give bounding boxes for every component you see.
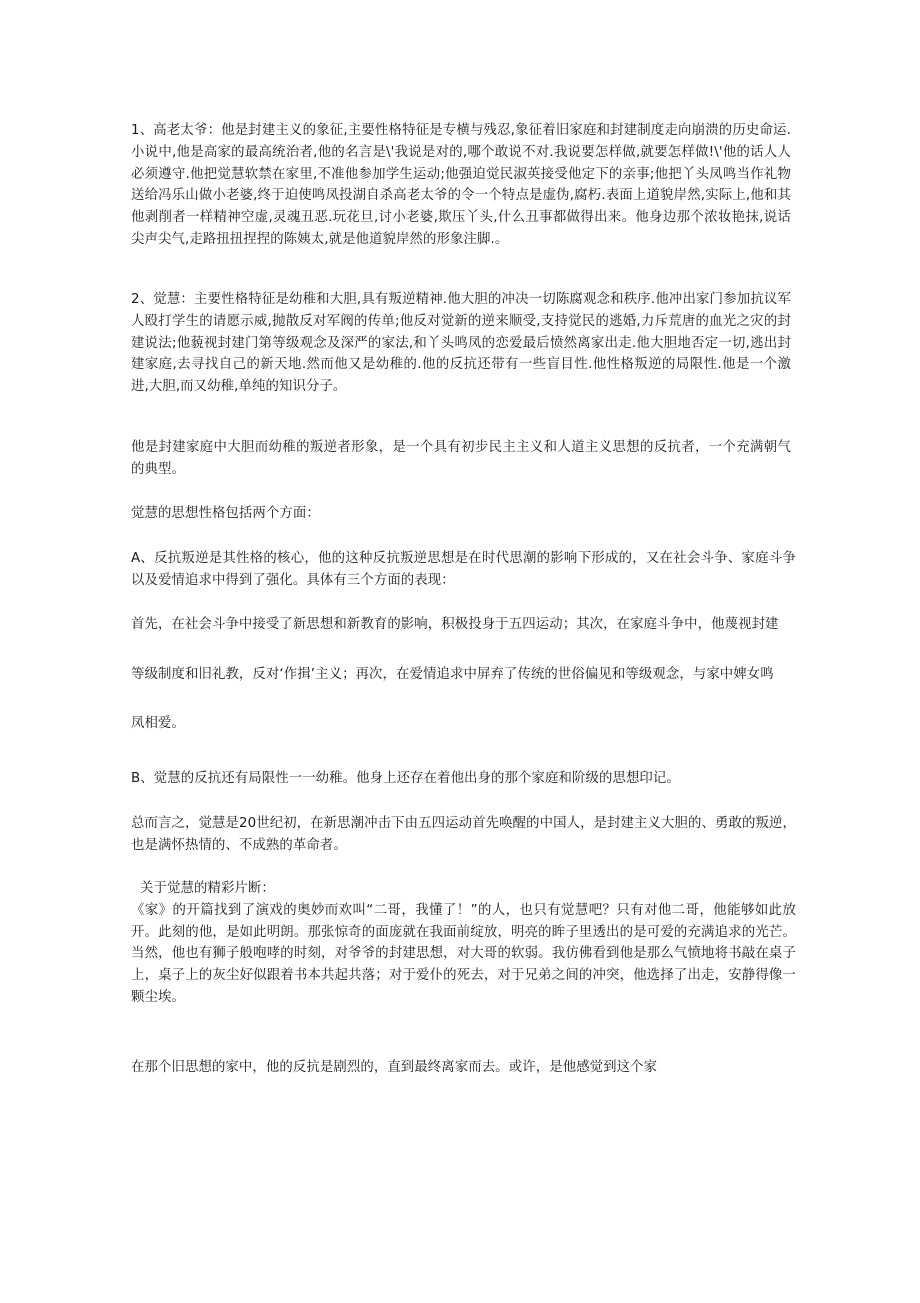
paragraph-aspect-a: A、反抗叛逆是其性格的核心，他的这种反抗叛逆思想是在时代思潮的影响下形成的，又在社会斗争、家庭斗争以及爱情追求中得到了强化。具体有三个方面的表现： xyxy=(131,551,796,588)
paragraph-aspect-a-detail-line-1: 首先，在社会斗争中接受了新思想和新教育的影响，积极投身于五四运动；其次，在家庭斗争中，他蔑视封建 xyxy=(131,617,779,632)
paragraph-two-aspects-heading: 觉慧的思想性格包括两个方面： xyxy=(131,506,320,521)
excerpt-body: 《家》的开篇找到了演戏的奥妙而欢叫“二哥，我懂了！”的人，也只有觉慧吧？只有对他二哥，他能够如此放开。此刻的他，是如此明朗。那张惊奇的面庞就在我面前绽放，明亮的眸子里透出的是可爱的充满追求的光芒。当然，他也有狮子般咆哮的时刻，对爷爷的封建思想，对大哥的软弱。我仿佛看到他是那么气愤地将书敲在桌子上，桌子上的灰尘好似跟着书本共起共落；对于爱仆的死去，对于兄弟之间的冲突，他选择了出走，安静得像一颗尘埃。 xyxy=(131,902,796,1005)
paragraph-aspect-b: B、觉慧的反抗还有局限性一一幼稚。他身上还存在着他出身的那个家庭和阶级的思想印记。 xyxy=(131,771,680,786)
excerpt-heading: 关于觉慧的精彩片断： xyxy=(140,881,275,896)
paragraph-aspect-a-detail-line-2: 等级制度和旧礼教，反对‘作揖’主义；再次，在爱情追求中屏弃了传统的世俗偏见和等级观念，与家中婢女鸣 xyxy=(131,667,774,682)
paragraph-aspect-a-detail-line-3: 凤相爱。 xyxy=(131,716,185,731)
paragraph-juehui-summary: 他是封建家庭中大胆而幼稚的叛逆者形象，是一个具有初步民主主义和人道主义思想的反抗者，一个充满朝气的典型。 xyxy=(131,440,791,477)
paragraph-excerpt xyxy=(131,878,796,1009)
paragraph-gao-laotaiye: 1、高老太爷：他是封建主义的象征,主要性格特征是专横与残忍,象征着旧家庭和封建制度走向崩溃的历史命运.小说中,他是高家的最高统治者,他的名言是\'我说是对的,哪个敢说不对.我说要怎样做,就要怎样做!\'他的话人人必须遵守.他把觉慧软禁在家里,不准他参加学生运动;他强迫觉民淑英接受他定下的亲事;他把丫头凤鸣当作礼物送给冯乐山做小老婆,终于迫使鸣凤投湖自杀高老太爷的令一个特点是虚伪,腐朽.表面上道貌岸然,实际上,他和其他剥削者一样精神空虚,灵魂丑恶.玩花旦,讨小老婆,欺压丫头,什么丑事都做得出来。他身边那个浓妆艳抹,说话尖声尖气,走路扭扭捏捏的陈姨太,就是他道貌岸然的形象注脚.。 xyxy=(131,123,791,247)
paragraph-conclusion: 总而言之，觉慧是20世纪初，在新思潮冲击下由五四运动首先唤醒的中国人，是封建主义大胆的、勇敢的叛逆，也是满怀热情的、不成熟的革命者。 xyxy=(131,816,796,853)
paragraph-juehui-traits: 2、觉慧：主要性格特征是幼稚和大胆,具有叛逆精神.他大胆的冲决一切陈腐观念和秩序.他冲出家门参加抗议军人殴打学生的请愿示威,抛散反对军阀的传单;他反对觉新的逆来顺受,支持觉民的逃婚,力斥荒唐的血光之灾的封建说法;他藐视封建门第等级观念及深严的家法,和丫头鸣凤的恋爱最后愤然离家出走.他大胆地否定一切,逃出封建家庭,去寻找自己的新天地.然而他又是幼稚的.他的反抗还带有一些盲目性.他性格叛逆的局限性.他是一个激进,大胆,而又幼稚,单纯的知识分子。 xyxy=(131,292,791,395)
paragraph-closing: 在那个旧思想的家中，他的反抗是剧烈的，直到最终离家而去。或许，是他感觉到这个家 xyxy=(131,1060,658,1075)
